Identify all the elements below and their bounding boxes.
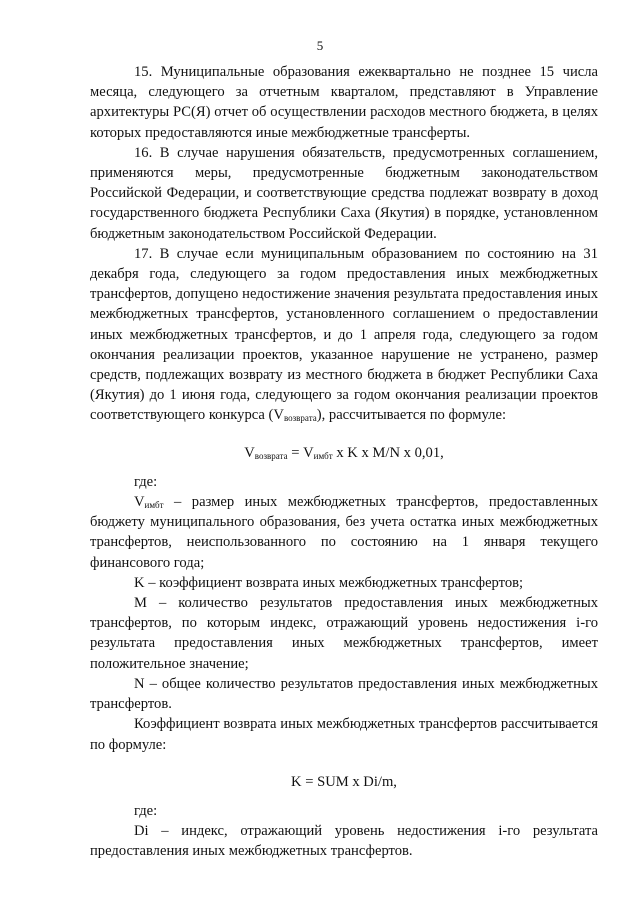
document-body — [90, 62, 598, 862]
formula-k: K = SUM x Di/m, — [291, 773, 397, 790]
formula-v-vozvrata — [90, 443, 598, 463]
definition-k: K – коэффициент возврата иных межбюджетных трансфертов; — [134, 574, 524, 591]
definition-n: N – общее количество результатов предоставления иных межбюджетных трансфертов. — [90, 675, 598, 713]
definition-di: Di – индекс, отражающий уровень недостижения i-го результата предоставления иных межбюджетных трансфертов. — [90, 823, 598, 860]
formula-imbt-subscript: имбт — [313, 450, 333, 461]
paragraph-16: 16. В случае нарушения обязательств, предусмотренных соглашением, применяются меры, предусмотренные бюджетным законодательством Российской Федерации, и соответствующие средства подлежат возврату в доход государственного бюджета Республики Саха (Якутия) в порядке, установленном бюджетным законодательством Российской Федерации. — [90, 144, 598, 242]
formula-equals-v: = V — [287, 444, 314, 461]
formula-v-symbol: V — [244, 444, 255, 461]
vimbt-symbol: V — [134, 494, 145, 511]
page-number: 5 — [316, 38, 324, 53]
coefficient-paragraph: Коэффициент возврата иных межбюджетных трансфертов рассчитывается по формуле: — [90, 716, 598, 753]
where-label-2: где: — [134, 802, 158, 819]
formula-rest: x K x M/N x 0,01, — [332, 444, 444, 461]
where-label-1: где: — [134, 473, 158, 490]
paragraph-17-end: ), рассчитывается по формуле: — [316, 407, 506, 424]
paragraph-15: 15. Муниципальные образования ежеквартально не позднее 15 числа месяца, следующего за отчетным кварталом, представляют в Управление архитектуры РС(Я) отчет об осуществлении расходов местного бюджета, в целях которых предоставляются иные межбюджетные трансферты. — [90, 64, 598, 141]
vimbt-text: – размер иных межбюджетных трансфертов, предоставленных бюджету муниципального образования, без учета остатка иных межбюджетных трансфертов, неиспользованного по состоянию на 1 января текущего финансового года; — [90, 494, 598, 571]
paragraph-17 — [90, 244, 598, 426]
definition-m: M – количество результатов предоставления иных межбюджетных трансфертов, по которым индекс, отражающий уровень недостижения i-го результата предоставления иных межбюджетных трансфертов, имеет положительное значение; — [90, 595, 598, 672]
formula-v-subscript: возврата — [254, 450, 288, 461]
paragraph-17-subscript: возврата — [283, 413, 317, 424]
vimbt-subscript: имбт — [144, 500, 164, 511]
definition-vimbt — [90, 492, 598, 573]
paragraph-17-text: 17. В случае если муниципальным образованием по состоянию на 31 декабря года, следующего за годом предоставления иных межбюджетных трансфертов, допущено недостижение значения результата предоставления иных межбюджетных трансфертов, установленного соглашением о предоставлении иных межбюджетных трансфертов, и до 1 апреля года, следующего за годом окончания реализации проектов, указанное нарушение не устранено, размер средств, подлежащих возврату из местного бюджета в бюджет Республики Саха (Якутия) до 1 июня года, следующего за годом окончания реализации проектов соответствующего конкурса (V — [90, 245, 598, 424]
